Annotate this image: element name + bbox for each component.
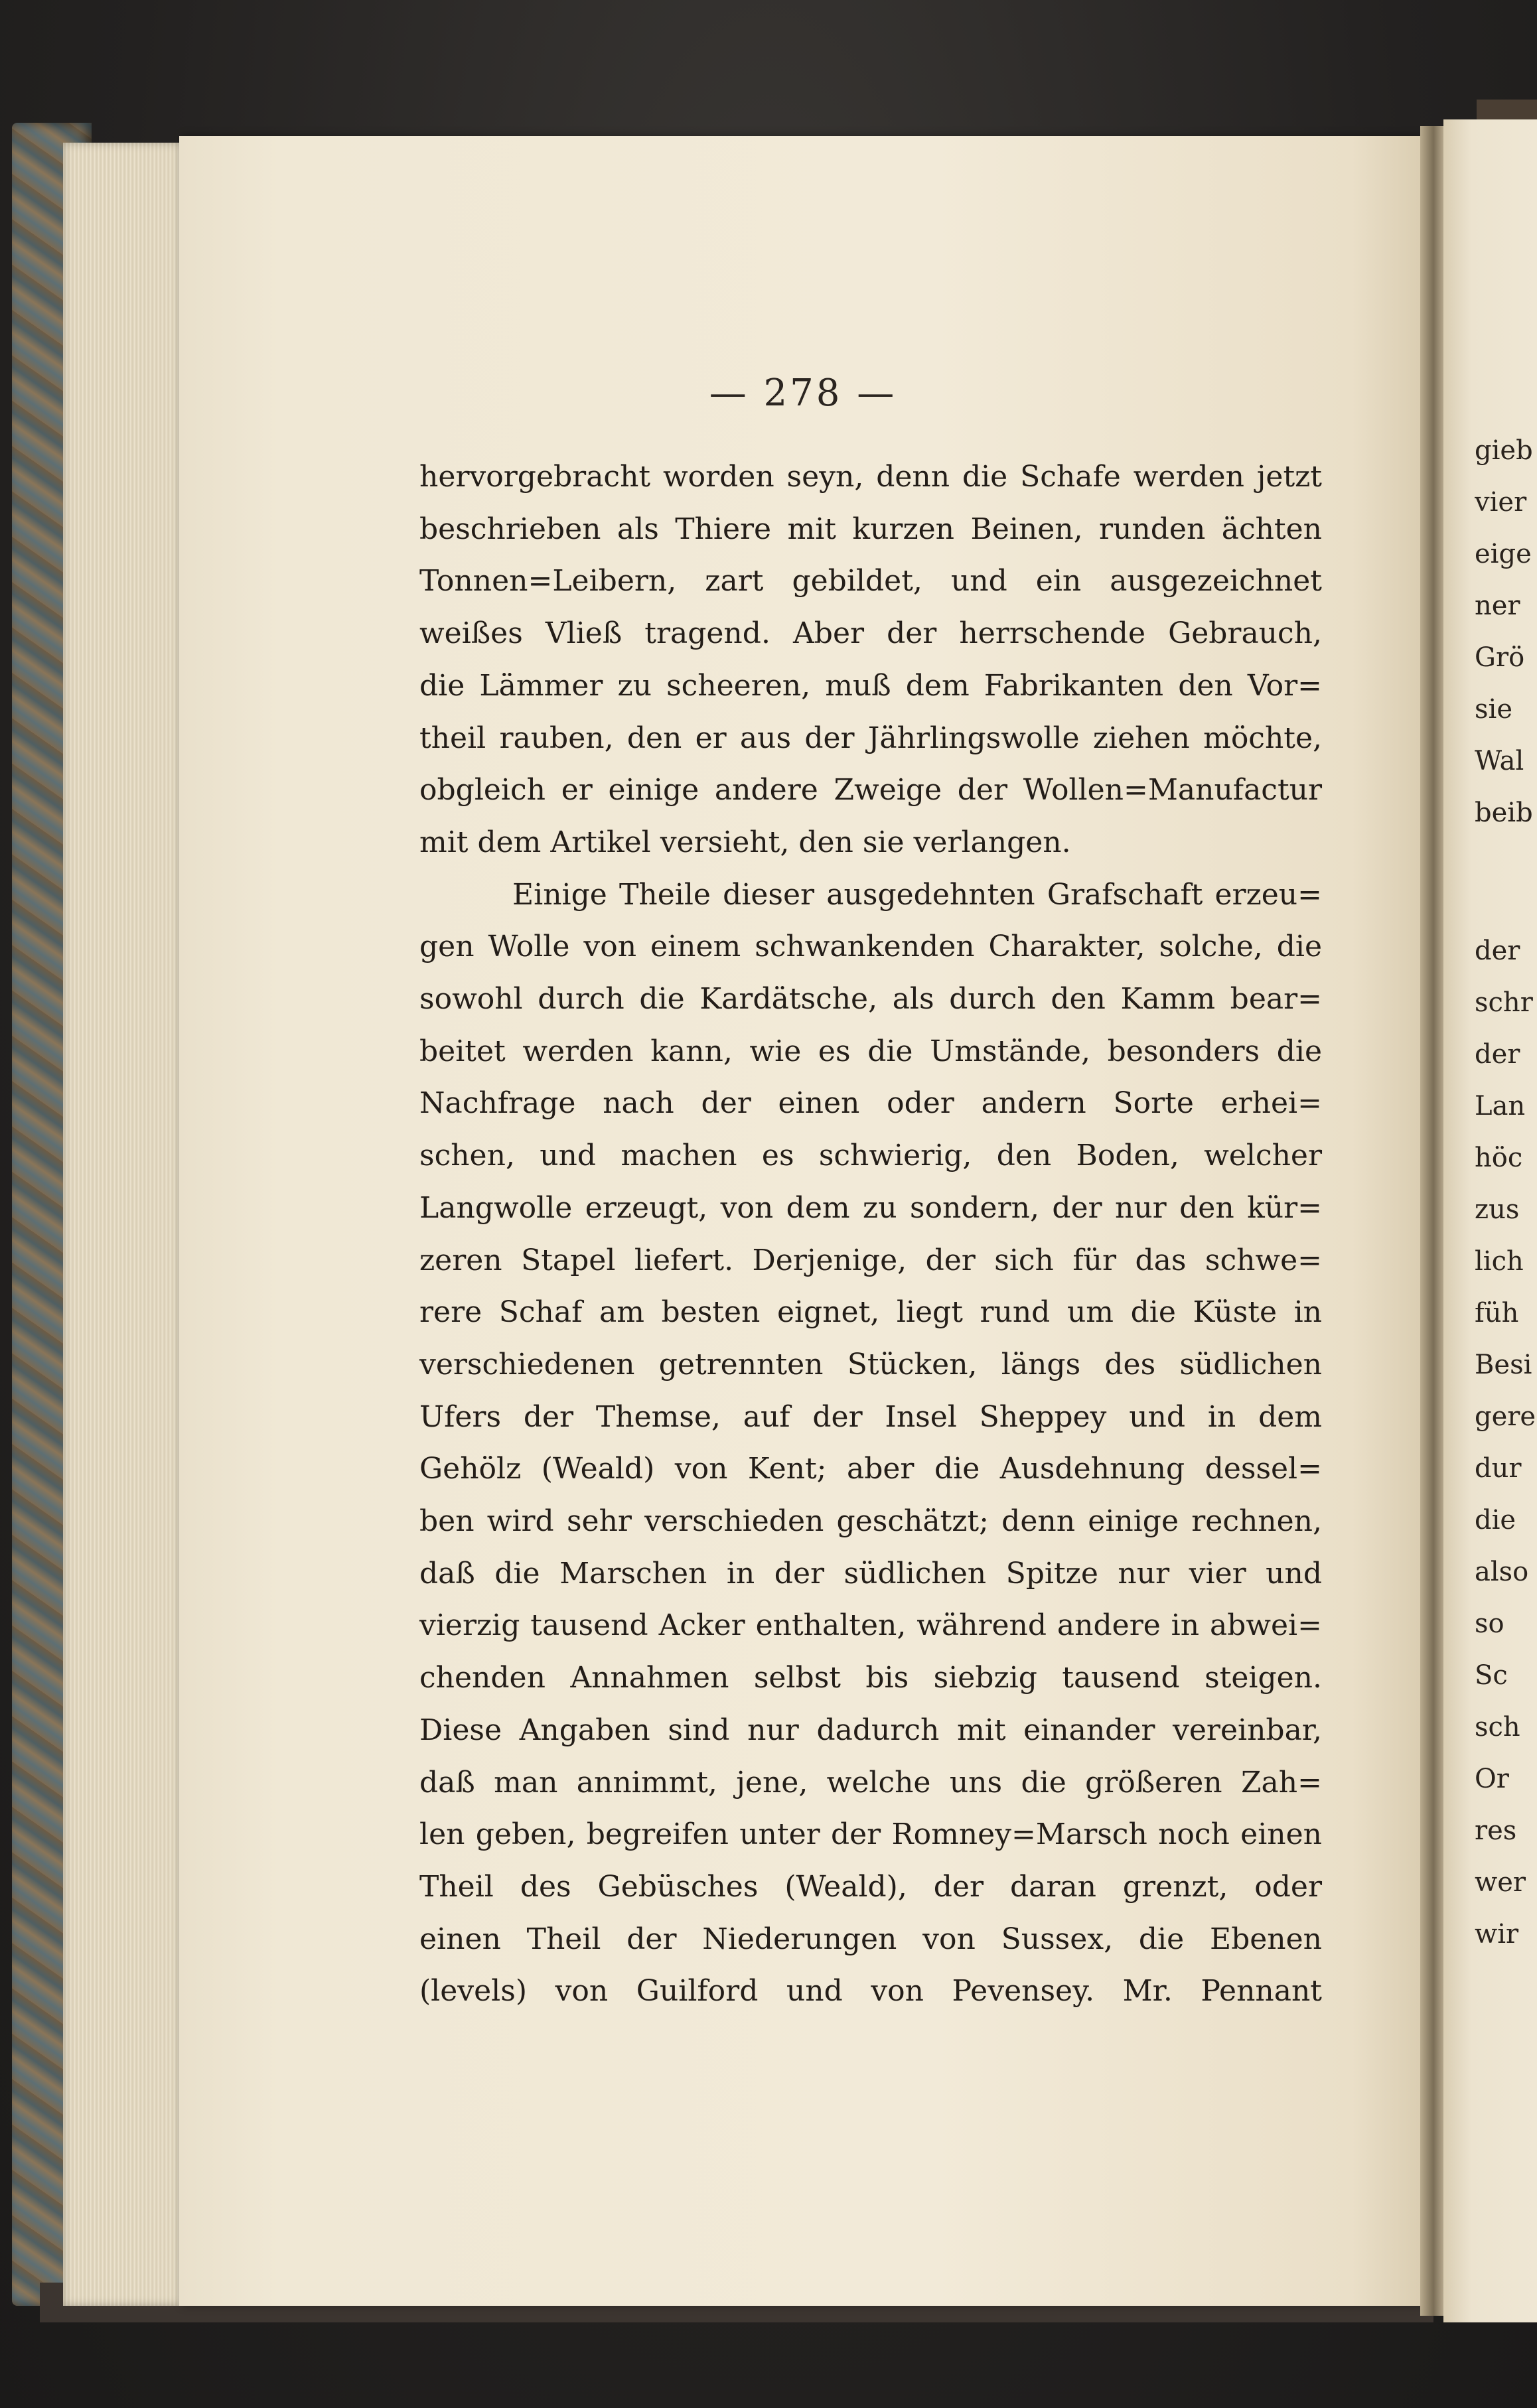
facing-page-fragment: Or (1475, 1764, 1509, 1794)
text-line: weißes Vließ tragend. Aber der herrschende Gebrauch, (419, 616, 1322, 651)
text-line: Ufers der Themse, auf der Insel Sheppey und in dem (419, 1399, 1322, 1434)
text-line: Tonnen=Leibern, zart gebildet, und ein ausgezeichnet (419, 564, 1322, 599)
facing-page-fragment: Wal (1475, 746, 1524, 776)
text-line: chenden Annahmen selbst bis siebzig tausend steigen. (419, 1661, 1322, 1695)
text-line: Einige Theile dieser ausgedehnten Grafschaft erzeu= (512, 877, 1322, 912)
facing-page-text (1475, 425, 1537, 1960)
facing-page-fragment: sch (1475, 1712, 1520, 1742)
text-line: mit dem Artikel versieht, den sie verlangen. (419, 825, 1071, 859)
text-line: verschiedenen getrennten Stücken, längs des südlichen (419, 1347, 1322, 1381)
facing-page-fragment: gieb (1475, 435, 1533, 466)
facing-page-fragment: Sc (1475, 1660, 1508, 1691)
facing-page-fragment: Besi (1475, 1350, 1532, 1380)
text-line: Nachfrage nach der einen oder andern Sorte erhei= (419, 1086, 1322, 1121)
facing-page-fragment: beib (1475, 798, 1533, 828)
facing-page-fragment: wer (1475, 1867, 1526, 1898)
facing-page-fragment: der (1475, 1039, 1520, 1070)
facing-page-fragment: ner (1475, 591, 1520, 621)
text-line: sowohl durch die Kardätsche, als durch den Kamm bear= (419, 982, 1322, 1017)
facing-page-fragment: Grö (1475, 642, 1525, 673)
text-line: Theil des Gebüsches (Weald), der daran grenzt, oder (419, 1869, 1322, 1904)
facing-page-fragment: also (1475, 1557, 1529, 1587)
text-line: hervorgebracht worden seyn, denn die Schafe werden jetzt (419, 460, 1322, 494)
text-line: Diese Angaben sind nur dadurch mit einander vereinbar, (419, 1713, 1322, 1747)
facing-page-fragment: vier (1475, 487, 1527, 518)
facing-page-fragment: lich (1475, 1246, 1524, 1277)
text-line: schen, und machen es schwierig, den Boden, welcher (419, 1139, 1322, 1173)
text-line: Langwolle erzeugt, von dem zu sondern, der nur den kür= (419, 1190, 1322, 1225)
book-gutter (1420, 126, 1447, 2316)
facing-page-fragment: die (1475, 1505, 1516, 1535)
facing-page-spacer (1475, 839, 1537, 925)
text-line: die Lämmer zu scheeren, muß dem Fabrikanten den Vor= (419, 668, 1322, 703)
facing-page-fragment: sie (1475, 694, 1512, 725)
facing-page-fragment: so (1475, 1608, 1504, 1639)
text-line: daß die Marschen in der südlichen Spitze nur vier und (419, 1556, 1322, 1591)
facing-page-fragment: Lan (1475, 1091, 1526, 1121)
facing-page-fragment: der (1475, 936, 1520, 966)
text-line: (levels) von Guilford und von Pevensey. Mr. Pennant (419, 1974, 1322, 2009)
body-text (419, 451, 1322, 2018)
text-line: vierzig tausend Acker enthalten, während andere in abwei= (419, 1608, 1322, 1643)
text-line: Gehölz (Weald) von Kent; aber die Ausdehnung dessel= (419, 1452, 1322, 1486)
facing-page-fragment: res (1475, 1815, 1517, 1846)
facing-page-fragment: eige (1475, 539, 1532, 569)
text-line: einen Theil der Niederungen von Sussex, die Ebenen (419, 1922, 1322, 1956)
facing-page-fragment: füh (1475, 1298, 1519, 1328)
facing-page-fragment: gere (1475, 1401, 1536, 1432)
text-line: gen Wolle von einem schwankenden Charakter, solche, die (419, 930, 1322, 964)
text-line: zeren Stapel liefert. Derjenige, der sich für das schwe= (419, 1243, 1322, 1277)
text-line: daß man annimmt, jene, welche uns die größeren Zah= (419, 1765, 1322, 1800)
facing-page-fragment: höc (1475, 1143, 1523, 1173)
text-line: obgleich er einige andere Zweige der Wollen=Manufactur (419, 773, 1322, 808)
text-line: ben wird sehr verschieden geschätzt; denn einige rechnen, (419, 1504, 1322, 1539)
facing-page-fragment: schr (1475, 987, 1533, 1018)
text-line: beschrieben als Thiere mit kurzen Beinen, runden ächten (419, 512, 1322, 546)
facing-page-fragment: dur (1475, 1453, 1522, 1484)
text-line: len geben, begreifen unter der Romney=Marsch noch einen (419, 1817, 1322, 1852)
text-line: theil rauben, den er aus der Jährlingswolle ziehen möchte, (419, 721, 1322, 755)
page-number: — 278 — (709, 372, 897, 415)
facing-page-fragment: wir (1475, 1919, 1519, 1949)
facing-page-fragment: zus (1475, 1194, 1520, 1225)
page-edges (63, 143, 183, 2306)
text-line: rere Schaf am besten eignet, liegt rund um die Küste in (419, 1295, 1322, 1330)
text-line: beitet werden kann, wie es die Umstände, besonders die (419, 1034, 1322, 1068)
